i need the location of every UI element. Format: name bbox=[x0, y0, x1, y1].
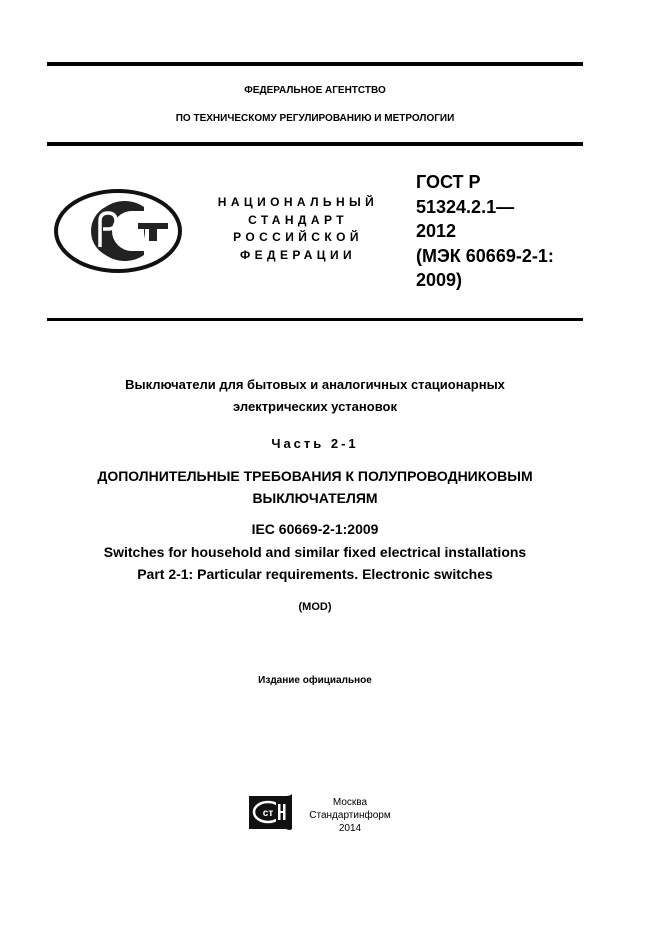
edition-label: Издание официальное bbox=[258, 675, 372, 686]
designation-line: (МЭК 60669-2-1: bbox=[416, 245, 554, 266]
agency-name-line-2: ПО ТЕХНИЧЕСКОМУ РЕГУЛИРОВАНИЮ И МЕТРОЛОГИИ bbox=[175, 113, 455, 124]
gost-r-logo-icon bbox=[52, 187, 184, 275]
header-divider bbox=[47, 142, 583, 146]
modification-label: (MOD) bbox=[298, 601, 332, 613]
standartinform-logo-icon bbox=[248, 793, 293, 831]
national-standard-label bbox=[198, 194, 398, 264]
publisher-name: Стандартинформ bbox=[309, 810, 391, 821]
national-standard-line: СТАНДАРТ bbox=[248, 212, 348, 227]
publisher-block bbox=[300, 796, 400, 835]
document-title-line-2: электрических установок bbox=[233, 399, 397, 414]
designation-line: 2009) bbox=[416, 270, 463, 290]
svg-text:ст: ст bbox=[262, 808, 274, 819]
document-title bbox=[47, 374, 583, 418]
top-divider bbox=[47, 62, 583, 66]
national-standard-line: ФЕДЕРАЦИИ bbox=[239, 247, 357, 262]
national-standard-line: РОССИЙСКОЙ bbox=[233, 230, 363, 244]
iec-code: IEC 60669-2-1:2009 bbox=[251, 521, 379, 537]
document-subtitle-line-2: ВЫКЛЮЧАТЕЛЯМ bbox=[252, 490, 378, 506]
document-subtitle bbox=[47, 465, 583, 509]
designation-line: 51324.2.1— bbox=[416, 196, 515, 217]
agency-name-line-1: ФЕДЕРАЛЬНОЕ АГЕНТСТВО bbox=[244, 85, 386, 96]
document-subtitle-line-1: ДОПОЛНИТЕЛЬНЫЕ ТРЕБОВАНИЯ К ПОЛУПРОВОДНИКОВЫМ bbox=[97, 468, 533, 484]
title-divider bbox=[47, 318, 583, 321]
publisher-city: Москва bbox=[332, 797, 368, 808]
standard-designation bbox=[416, 170, 554, 293]
designation-line: ГОСТ Р bbox=[416, 172, 481, 192]
national-standard-line: НАЦИОНАЛЬНЫЙ bbox=[217, 195, 379, 209]
publication-year: 2014 bbox=[338, 823, 362, 834]
document-title-line-1: Выключатели для бытовых и аналогичных стационарных bbox=[125, 377, 505, 392]
part-label: Часть 2-1 bbox=[271, 436, 359, 451]
designation-line: 2012 bbox=[416, 221, 457, 241]
iec-title: Switches for household and similar fixed electrical installations bbox=[103, 544, 527, 560]
iec-subtitle: Part 2-1: Particular requirements. Electronic switches bbox=[137, 566, 493, 582]
